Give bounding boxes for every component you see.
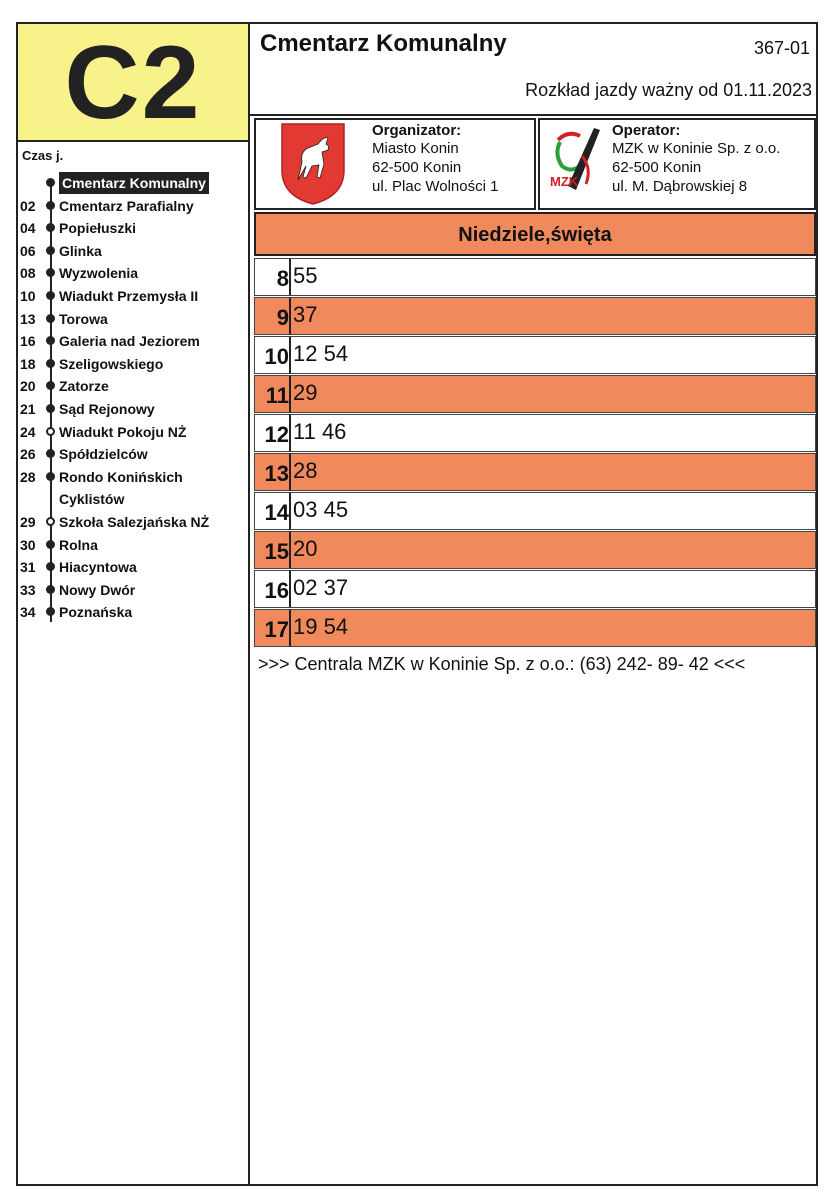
stop-name: Wiadukt Pokoju NŻ <box>59 423 187 440</box>
departure-minutes: 28 <box>293 458 318 483</box>
column-divider <box>248 22 250 1186</box>
stop-time: 13 <box>20 310 36 327</box>
departure-minutes: 02 37 <box>293 575 349 600</box>
route-number: C2 <box>64 25 202 141</box>
departure-minutes: 11 46 <box>293 419 347 444</box>
day-type-bar: Niedziele,święta <box>254 212 816 256</box>
stop-name: Rolna <box>59 536 98 553</box>
operator-label: Operator: <box>612 122 681 139</box>
departure-minutes: 29 <box>293 380 318 405</box>
stop-time: 10 <box>20 287 36 304</box>
stop-name: Galeria nad Jeziorem <box>59 333 200 350</box>
stop-dot-icon <box>46 449 55 458</box>
stop-dot-icon <box>46 562 55 571</box>
stop-item <box>20 579 248 602</box>
stop-name: Cyklistów <box>59 491 125 508</box>
departure-row <box>254 609 816 647</box>
departure-hour: 15 <box>264 539 289 564</box>
stop-time: 16 <box>20 333 36 350</box>
departure-row <box>254 492 816 530</box>
timetable-code: 367-01 <box>753 38 810 58</box>
travel-time-header: Czas j. <box>22 148 64 163</box>
stop-dot-icon <box>46 268 55 277</box>
stop-dot-icon <box>46 607 55 616</box>
stop-item <box>20 534 248 557</box>
departure-row <box>254 375 816 413</box>
stop-item <box>20 556 248 579</box>
konin-coat-of-arms-icon <box>280 122 346 206</box>
stop-item <box>20 443 248 466</box>
stop-time: 08 <box>20 265 36 282</box>
departures-table <box>254 258 816 648</box>
stop-item <box>20 217 248 240</box>
stop-item <box>20 488 248 511</box>
stop-dot-icon <box>46 246 55 255</box>
stop-time: 18 <box>20 355 36 372</box>
stop-dot-icon <box>46 223 55 232</box>
stop-name: Szkoła Salezjańska NŻ <box>59 513 210 530</box>
header-divider <box>250 114 816 116</box>
stop-name: Sąd Rejonowy <box>59 400 155 417</box>
stop-dot-icon <box>46 381 55 390</box>
stop-name: Nowy Dwór <box>59 581 136 598</box>
stop-item <box>20 308 248 331</box>
stop-dot-icon <box>46 336 55 345</box>
stop-time: 33 <box>20 581 36 598</box>
departure-hour: 8 <box>276 266 289 291</box>
departure-minutes: 19 54 <box>293 614 349 639</box>
stop-item <box>20 330 248 353</box>
stop-time: 06 <box>20 242 36 259</box>
operator-line: ul. M. Dąbrowskiej 8 <box>612 178 748 195</box>
stop-item <box>20 172 248 195</box>
dispatch-phone-note: >>> Centrala MZK w Koninie Sp. z o.o.: (63) 242- 89- 42 <<< <box>258 654 746 674</box>
stop-item <box>20 511 248 534</box>
departure-row <box>254 297 816 335</box>
departure-minutes: 55 <box>293 263 318 288</box>
organizer-line: 62-500 Konin <box>372 159 462 176</box>
stop-time: 34 <box>20 604 36 621</box>
stop-dot-icon <box>46 178 55 187</box>
stop-item <box>20 601 248 624</box>
route-badge <box>18 24 248 142</box>
stop-name: Szeligowskiego <box>59 355 164 372</box>
stop-item <box>20 195 248 218</box>
stop-time: 04 <box>20 220 36 237</box>
stop-name: Hiacyntowa <box>59 559 137 576</box>
stops-list <box>20 172 248 624</box>
stop-dot-icon <box>46 585 55 594</box>
operator-line: 62-500 Konin <box>612 159 702 176</box>
valid-from: Rozkład jazdy ważny od 01.11.2023 <box>525 80 812 100</box>
departure-hour: 10 <box>264 344 289 369</box>
stop-name: Cmentarz Parafialny <box>59 197 194 214</box>
departure-hour: 17 <box>264 617 289 642</box>
stop-name: Rondo Konińskich <box>59 468 183 485</box>
departure-minutes: 37 <box>293 302 318 327</box>
stop-name: Cmentarz Komunalny <box>59 172 209 194</box>
departure-row <box>254 453 816 491</box>
mzk-logo-text: MZK <box>550 174 579 189</box>
departure-row <box>254 414 816 452</box>
organizer-info <box>372 122 498 196</box>
stop-time: 21 <box>20 400 36 417</box>
departure-hour: 11 <box>265 383 289 408</box>
stop-name: Popiełuszki <box>59 220 137 237</box>
stop-item <box>20 353 248 376</box>
stop-item <box>20 466 248 489</box>
stop-dot-icon <box>46 314 55 323</box>
departure-hour: 12 <box>264 422 289 447</box>
stop-dot-icon <box>46 472 55 481</box>
operator-line: MZK w Koninie Sp. z o.o. <box>612 140 781 157</box>
stop-dot-icon <box>46 404 55 413</box>
stop-time: 29 <box>20 513 36 530</box>
departure-hour: 16 <box>264 578 289 603</box>
departure-hour: 13 <box>264 461 289 486</box>
mzk-logo-icon <box>546 124 608 202</box>
stop-dot-icon <box>46 201 55 210</box>
stop-time: 31 <box>20 559 36 576</box>
stop-time: 20 <box>20 378 36 395</box>
stop-dot-icon <box>46 291 55 300</box>
stop-dot-icon <box>46 359 55 368</box>
stop-item <box>20 262 248 285</box>
stop-item <box>20 375 248 398</box>
organizer-line: ul. Plac Wolności 1 <box>372 178 499 195</box>
departure-row <box>254 570 816 608</box>
stop-item <box>20 398 248 421</box>
stop-item <box>20 240 248 263</box>
stop-dot-icon <box>46 540 55 549</box>
on-demand-stop-icon <box>46 427 55 436</box>
stop-time: 26 <box>20 446 36 463</box>
operator-info <box>612 122 780 196</box>
stop-name: Zatorze <box>59 378 109 395</box>
stop-name: Wiadukt Przemysła II <box>59 287 199 304</box>
departure-row <box>254 531 816 569</box>
stop-time: 28 <box>20 468 36 485</box>
stop-time: 02 <box>20 197 36 214</box>
organizer-line: Miasto Konin <box>372 140 459 157</box>
stop-item <box>20 285 248 308</box>
departure-row <box>254 258 816 296</box>
organizer-label: Organizator: <box>372 122 462 139</box>
stop-name: Cmentarz Komunalny <box>260 30 507 57</box>
stop-item <box>20 421 248 444</box>
stop-name: Spółdzielców <box>59 446 148 463</box>
departure-minutes: 03 45 <box>293 497 349 522</box>
stop-name: Glinka <box>59 242 102 259</box>
stop-time: 24 <box>20 423 36 440</box>
on-demand-stop-icon <box>46 517 55 526</box>
stop-time: 30 <box>20 536 36 553</box>
departure-hour: 14 <box>264 500 289 525</box>
stop-name: Torowa <box>59 310 108 327</box>
departure-minutes: 12 54 <box>293 341 349 366</box>
departure-hour: 9 <box>276 305 289 330</box>
stop-name: Poznańska <box>59 604 133 621</box>
departure-row <box>254 336 816 374</box>
departure-minutes: 20 <box>293 536 318 561</box>
stop-name: Wyzwolenia <box>59 265 139 282</box>
